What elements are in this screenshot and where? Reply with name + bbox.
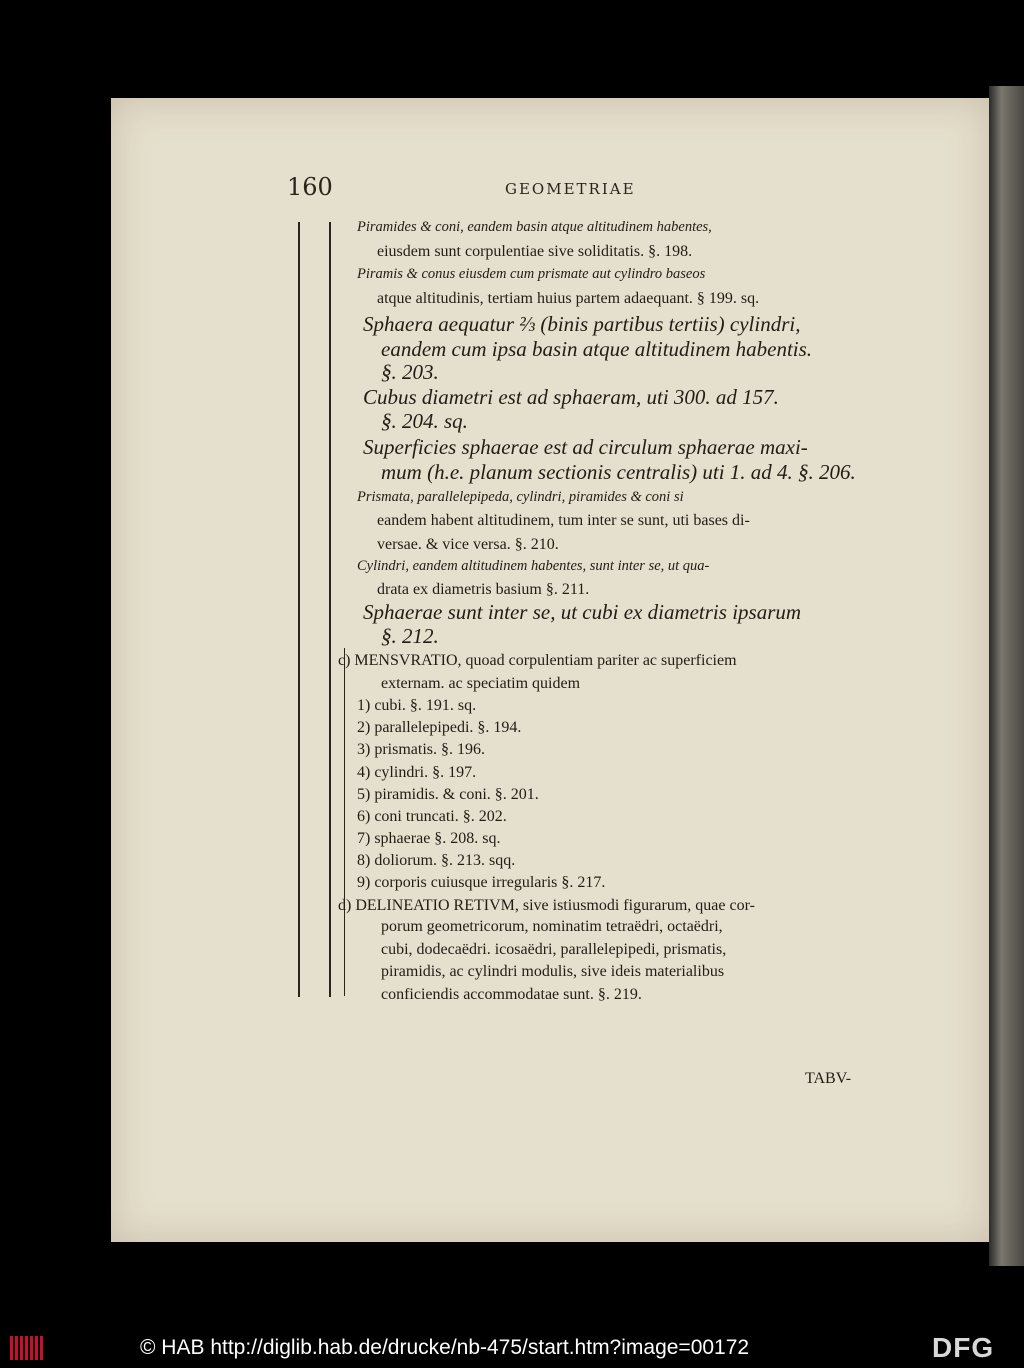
page-header	[287, 173, 885, 205]
text-line: 1) cubi. §. 191. sq.	[357, 697, 477, 714]
text-line: 8) doliorum. §. 213. sqq.	[357, 852, 516, 869]
text-line: Sphaerae sunt inter se, ut cubi ex diametris ipsarum	[363, 600, 802, 624]
text-line: porum geometricorum, nominatim tetraëdri, octaëdri,	[381, 918, 723, 935]
text-line: Superficies sphaerae est ad circulum sphaerae maxi-	[363, 435, 808, 459]
text-line: Piramis & conus eiusdem cum prismate aut cylindro baseos	[357, 266, 706, 282]
library-logo-icon	[10, 1336, 46, 1360]
text-line: 7) sphaerae §. 208. sq.	[357, 830, 501, 847]
text-line: Prismata, parallelepipeda, cylindri, piramides & coni si	[357, 489, 684, 505]
dfg-logo: DFG	[932, 1332, 995, 1363]
footer-bar	[0, 1328, 1024, 1368]
text-line: 9) corporis cuiusque irregularis §. 217.	[357, 874, 606, 891]
bracket-rule-third	[344, 648, 345, 996]
text-line: Sphaera aequatur ⅔ (binis partibus tertiis) cylindri,	[363, 312, 801, 336]
text-line: Piramides & coni, eandem basin atque altitudinem habentes,	[357, 219, 712, 235]
text-line: atque altitudinis, tertiam huius partem adaequant. § 199. sq.	[377, 290, 760, 307]
text-line: conficiendis accommodatae sunt. §. 219.	[381, 986, 642, 1003]
text-line: §. 203.	[381, 360, 439, 384]
text-line: mum (h.e. planum sectionis centralis) uti 1. ad 4. §. 206.	[381, 460, 856, 484]
bracket-rule-outer	[298, 222, 300, 997]
text-line: eiusdem sunt corpulentiae sive soliditatis. §. 198.	[377, 243, 693, 260]
text-line: Cubus diametri est ad sphaeram, uti 300. ad 157.	[363, 385, 779, 409]
text-line: eandem habent altitudinem, tum inter se sunt, uti bases di-	[377, 512, 750, 529]
text-line: 4) cylindri. §. 197.	[357, 764, 477, 781]
page-edge	[989, 86, 1024, 1266]
text-line: §. 212.	[381, 624, 439, 648]
catchword: TABV-	[805, 1070, 852, 1087]
text-line: Cylindri, eandem altitudinem habentes, sunt inter se, ut qua-	[357, 558, 710, 574]
text-line: externam. ac speciatim quidem	[381, 675, 581, 692]
text-line: piramidis, ac cylindri modulis, sive ideis materialibus	[381, 963, 725, 980]
text-line: §. 204. sq.	[381, 409, 468, 433]
text-line: d) DELINEATIO RETIVM, sive istiusmodi figurarum, quae cor-	[338, 897, 755, 914]
text-line: drata ex diametris basium §. 211.	[377, 581, 590, 598]
text-line: 5) piramidis. & coni. §. 201.	[357, 786, 539, 803]
text-line: versae. & vice versa. §. 210.	[377, 536, 559, 553]
running-head: GEOMETRIAE	[505, 180, 636, 198]
footer-credit-link[interactable]: © HAB http://diglib.hab.de/drucke/nb-475/start.htm?image=00172	[140, 1336, 750, 1359]
text-line: 2) parallelepipedi. §. 194.	[357, 719, 522, 736]
text-line: cubi, dodecaëdri. icosaëdri, parallelepipedi, prismatis,	[381, 941, 727, 958]
page-number: 160	[287, 173, 333, 201]
text-line: c) MENSVRATIO, quoad corpulentiam pariter ac superficiem	[338, 652, 737, 669]
bracket-rule-inner	[329, 222, 331, 997]
text-line: 3) prismatis. §. 196.	[357, 741, 485, 758]
text-line: eandem cum ipsa basin atque altitudinem habentis.	[381, 337, 813, 361]
text-line: 6) coni truncati. §. 202.	[357, 808, 507, 825]
